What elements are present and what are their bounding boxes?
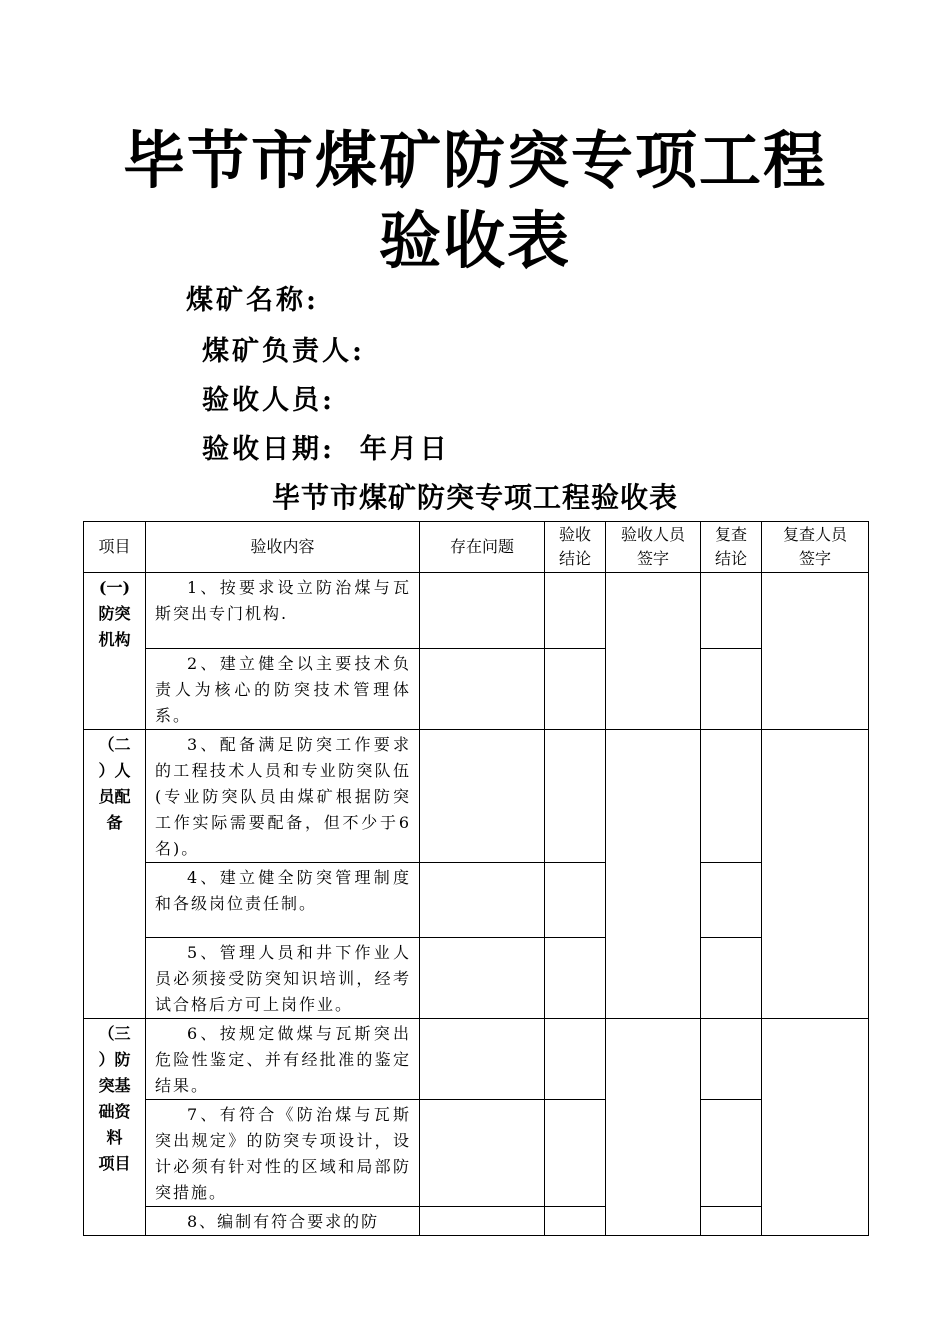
table-header-row	[84, 522, 869, 573]
table-row	[84, 730, 869, 863]
conclusion-cell[interactable]	[545, 1207, 606, 1236]
table-row	[84, 938, 869, 1019]
inspector-sign-cell[interactable]	[606, 573, 701, 730]
item-text: 7、有符合《防治煤与瓦斯突出规定》的防突专项设计，设计必须有针对性的区域和局部防突措施。	[155, 1105, 411, 1202]
issues-cell[interactable]	[420, 730, 545, 863]
issues-cell[interactable]	[420, 1100, 545, 1207]
table-row	[84, 573, 869, 649]
issues-cell[interactable]	[420, 1019, 545, 1100]
table-row	[84, 1019, 869, 1100]
recheck-conclusion-cell[interactable]	[701, 1019, 762, 1100]
header-conclusion: 验收 结论	[545, 522, 606, 573]
recheck-sign-cell[interactable]	[762, 730, 869, 1019]
recheck-sign-cell[interactable]	[762, 1019, 869, 1236]
content-cell	[146, 1207, 420, 1236]
recheck-conclusion-cell[interactable]	[701, 863, 762, 938]
item-text: 2、建立健全以主要技术负责人为核心的防突技术管理体系。	[155, 654, 411, 725]
content-cell	[146, 1100, 420, 1207]
recheck-conclusion-cell[interactable]	[701, 573, 762, 649]
project-cell: （二 ）人 员配 备	[84, 730, 146, 1019]
recheck-conclusion-cell[interactable]	[701, 1207, 762, 1236]
issues-cell[interactable]	[420, 863, 545, 938]
table-row	[84, 1100, 869, 1207]
recheck-conclusion-cell[interactable]	[701, 1100, 762, 1207]
content-cell	[146, 573, 420, 649]
inspectors-label: 验收人员:	[202, 385, 335, 416]
mine-name-label: 煤矿名称:	[186, 285, 319, 316]
issues-cell[interactable]	[420, 649, 545, 730]
content-cell	[146, 730, 420, 863]
header-issues: 存在问题	[420, 522, 545, 573]
item-text: 3、配备满足防突工作要求的工程技术人员和专业防突队伍(专业防突队员由煤矿根据防突工作实际需要配备，但不少于6名)。	[155, 735, 411, 858]
inspector-sign-cell[interactable]	[606, 1019, 701, 1236]
table-title: 毕节市煤矿防突专项工程验收表	[271, 481, 678, 514]
header-recheck-conclusion: 复查 结论	[701, 522, 762, 573]
header-project: 项目	[84, 522, 146, 573]
conclusion-cell[interactable]	[545, 863, 606, 938]
project-cell: (一) 防突 机构	[84, 573, 146, 730]
table-row	[84, 863, 869, 938]
item-text: 4、建立健全防突管理制度和各级岗位责任制。	[155, 868, 411, 913]
content-cell	[146, 649, 420, 730]
conclusion-cell[interactable]	[545, 1019, 606, 1100]
document-title-line2: 验收表	[378, 204, 571, 277]
conclusion-cell[interactable]	[545, 730, 606, 863]
header-inspector-sign: 验收人员 签字	[606, 522, 701, 573]
header-content: 验收内容	[146, 522, 420, 573]
issues-cell[interactable]	[420, 938, 545, 1019]
content-cell	[146, 863, 420, 938]
recheck-conclusion-cell[interactable]	[701, 649, 762, 730]
project-cell: （三 ）防 突基 础资 料 项目	[84, 1019, 146, 1236]
issues-cell[interactable]	[420, 573, 545, 649]
header-recheck-sign: 复查人员 签字	[762, 522, 869, 573]
mine-head-label: 煤矿负责人:	[202, 336, 365, 367]
document-title-line1: 毕节市煤矿防突专项工程	[122, 124, 827, 197]
conclusion-cell[interactable]	[545, 938, 606, 1019]
recheck-conclusion-cell[interactable]	[701, 730, 762, 863]
conclusion-cell[interactable]	[545, 649, 606, 730]
table-row	[84, 1207, 869, 1236]
recheck-conclusion-cell[interactable]	[701, 938, 762, 1019]
conclusion-cell[interactable]	[545, 573, 606, 649]
conclusion-cell[interactable]	[545, 1100, 606, 1207]
content-cell	[146, 938, 420, 1019]
inspector-sign-cell[interactable]	[606, 730, 701, 1019]
acceptance-table	[83, 521, 869, 1236]
item-text: 1、按要求设立防治煤与瓦斯突出专门机构.	[155, 578, 411, 623]
table-row	[84, 649, 869, 730]
recheck-sign-cell[interactable]	[762, 573, 869, 730]
item-text: 6、按规定做煤与瓦斯突出危险性鉴定、并有经批准的鉴定结果。	[155, 1024, 411, 1095]
item-text: 8、编制有符合要求的防	[187, 1212, 380, 1231]
item-text: 5、管理人员和井下作业人员必须接受防突知识培训，经考试合格后方可上岗作业。	[155, 943, 411, 1014]
content-cell	[146, 1019, 420, 1100]
inspection-date-label: 验收日期: 年月日	[202, 434, 450, 465]
issues-cell[interactable]	[420, 1207, 545, 1236]
